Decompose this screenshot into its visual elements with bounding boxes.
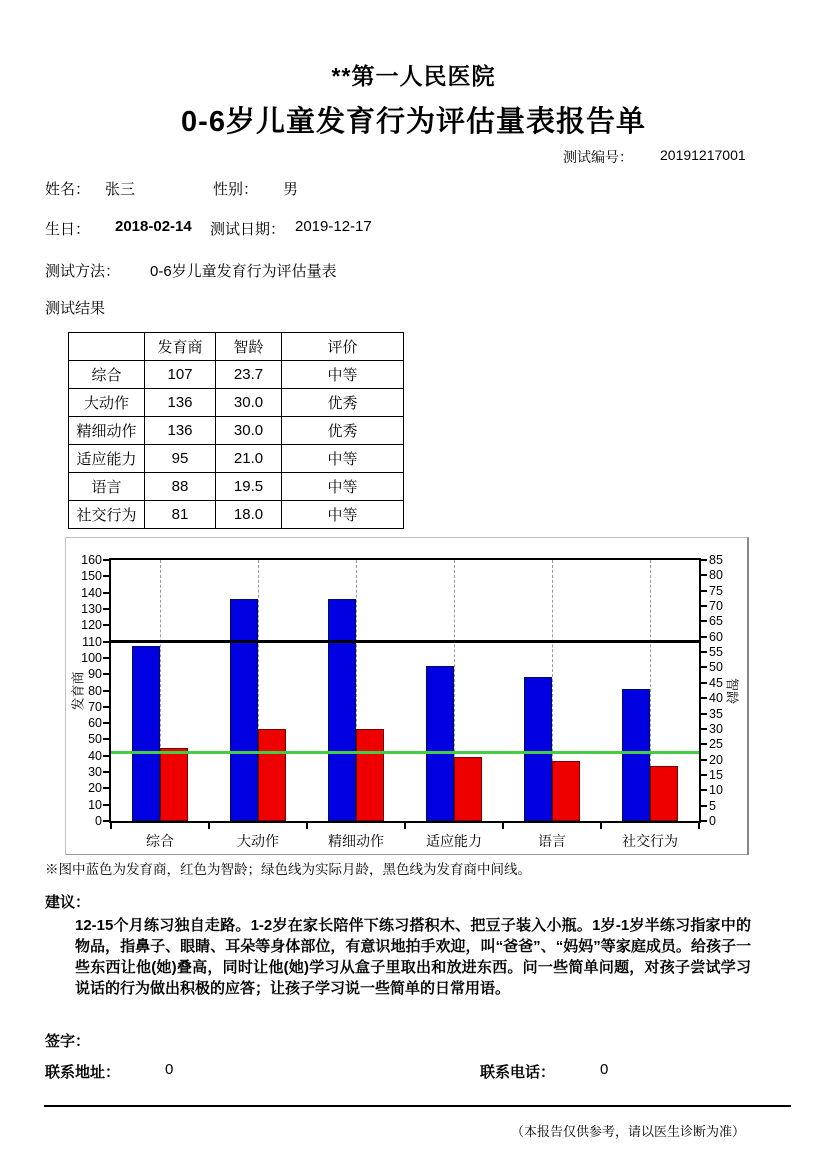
suggestion-label: 建议： <box>45 894 91 911</box>
bar-development-quotient <box>426 666 454 821</box>
right-axis-tick-label: 50 <box>709 660 723 675</box>
right-axis-tick <box>701 713 707 715</box>
row-label-cell: 社交行为 <box>69 501 145 529</box>
value-cell: 19.5 <box>216 473 282 501</box>
value-cell: 136 <box>145 417 216 445</box>
name-label: 姓名： <box>45 181 91 198</box>
left-axis-tick-label: 90 <box>88 667 102 682</box>
left-axis-tick <box>103 624 109 626</box>
left-axis-tick <box>103 673 109 675</box>
category-label: 大动作 <box>237 833 279 849</box>
table-header-cell <box>69 333 145 361</box>
right-axis-title: 智龄 <box>724 677 740 704</box>
table-row <box>69 389 404 417</box>
left-axis-tick <box>103 706 109 708</box>
left-axis-tick <box>103 575 109 577</box>
x-axis-tick <box>208 823 210 829</box>
address-label: 联系地址： <box>45 1064 121 1081</box>
method-label: 测试方法： <box>45 263 121 280</box>
name-value: 张三 <box>105 181 136 198</box>
bar-mental-age <box>552 761 580 821</box>
value-cell: 优秀 <box>282 417 404 445</box>
birth-value: 2018-02-14 <box>115 218 192 235</box>
table-row <box>69 473 404 501</box>
right-axis-tick-label: 30 <box>709 721 723 736</box>
left-axis-tick-label: 140 <box>81 585 102 600</box>
development-chart <box>65 537 749 855</box>
results-table <box>68 332 404 529</box>
table-header-cell: 发育商 <box>145 333 216 361</box>
x-axis-tick <box>110 823 112 829</box>
category-label: 综合 <box>146 833 174 849</box>
left-axis-title: 发育商 <box>70 670 86 711</box>
bar-mental-age <box>454 757 482 821</box>
right-axis-tick-label: 15 <box>709 767 723 782</box>
right-axis-tick-label: 10 <box>709 783 723 798</box>
category-slot <box>405 560 503 849</box>
right-axis-tick <box>701 805 707 807</box>
footer-divider <box>44 1105 791 1107</box>
value-cell: 18.0 <box>216 501 282 529</box>
left-axis-tick-label: 80 <box>88 683 102 698</box>
left-axis-tick <box>103 657 109 659</box>
address-value: 0 <box>165 1061 174 1078</box>
category-slot <box>503 560 601 849</box>
right-axis-tick <box>701 666 707 668</box>
right-axis-tick <box>701 728 707 730</box>
value-cell: 107 <box>145 361 216 389</box>
x-axis-tick <box>404 823 406 829</box>
chart-plot-area <box>70 553 740 849</box>
category-slot <box>209 560 307 849</box>
right-axis-tick-label: 45 <box>709 675 723 690</box>
left-axis-tick <box>103 722 109 724</box>
right-axis-tick <box>701 605 707 607</box>
right-axis-tick <box>701 682 707 684</box>
category-label: 精细动作 <box>328 833 384 849</box>
value-cell: 81 <box>145 501 216 529</box>
value-cell: 95 <box>145 445 216 473</box>
table-row <box>69 417 404 445</box>
table-row <box>69 445 404 473</box>
row-label-cell: 大动作 <box>69 389 145 417</box>
median-line <box>111 640 699 643</box>
left-axis-tick-label: 150 <box>81 569 102 584</box>
phone-value: 0 <box>600 1061 609 1078</box>
left-axis-tick <box>103 755 109 757</box>
table-row <box>69 501 404 529</box>
bar-development-quotient <box>328 599 356 821</box>
category-label: 适应能力 <box>426 833 482 849</box>
left-axis-tick-label: 20 <box>88 781 102 796</box>
left-axis-tick <box>103 641 109 643</box>
suggestion-text: 12-15个月练习独自走路。1-2岁在家长陪伴下练习搭积木、把豆子装入小瓶。1岁-1岁半练习指家中的物品，指鼻子、眼睛、耳朵等身体部位，有意识地拍手欢迎，叫“爸爸”、“妈妈”等家庭成员。给孩子一些东西让他(她)叠高，同时让他(她)学习从盒子里取出和放进东西。问一些简单问题，对孩子尝试学习说话的行为做出积极的应答；让孩子学习说一些简单的日常用语。 <box>75 917 751 997</box>
actual-age-line <box>111 751 699 754</box>
x-axis-tick <box>306 823 308 829</box>
right-axis-tick <box>701 774 707 776</box>
row-label-cell: 语言 <box>69 473 145 501</box>
left-axis-tick-label: 120 <box>81 618 102 633</box>
right-axis-tick-label: 70 <box>709 599 723 614</box>
value-cell: 中等 <box>282 501 404 529</box>
value-cell: 88 <box>145 473 216 501</box>
right-axis-tick-label: 5 <box>709 798 716 813</box>
value-cell: 21.0 <box>216 445 282 473</box>
left-axis-tick <box>103 559 109 561</box>
right-axis-tick-label: 40 <box>709 691 723 706</box>
bar-mental-age <box>160 748 188 821</box>
category-slot <box>307 560 405 849</box>
row-label-cell: 精细动作 <box>69 417 145 445</box>
category-label: 社交行为 <box>622 833 678 849</box>
value-cell: 30.0 <box>216 389 282 417</box>
table-header-cell: 评价 <box>282 333 404 361</box>
bar-mental-age <box>356 729 384 821</box>
left-axis-tick <box>103 738 109 740</box>
left-axis-tick <box>103 804 109 806</box>
right-axis-tick-label: 25 <box>709 737 723 752</box>
value-cell: 中等 <box>282 473 404 501</box>
method-value: 0-6岁儿童发育行为评估量表 <box>150 263 337 280</box>
report-title: 0-6岁儿童发育行为评估量表报告单 <box>181 106 646 138</box>
right-axis-tick <box>701 820 707 822</box>
hospital-name: **第一人民医院 <box>331 63 496 89</box>
right-axis-tick <box>701 759 707 761</box>
row-label-cell: 适应能力 <box>69 445 145 473</box>
left-axis-tick-label: 70 <box>88 699 102 714</box>
left-axis-tick-label: 130 <box>81 601 102 616</box>
bar-mental-age <box>650 766 678 821</box>
left-axis-tick-label: 110 <box>82 634 102 649</box>
right-axis-tick-label: 80 <box>709 568 723 583</box>
right-axis-tick <box>701 620 707 622</box>
right-axis-tick-label: 20 <box>709 752 723 767</box>
test-date-label: 测试日期： <box>210 221 286 238</box>
value-cell: 30.0 <box>216 417 282 445</box>
row-label-cell: 综合 <box>69 361 145 389</box>
phone-label: 联系电话： <box>480 1064 556 1081</box>
left-axis-tick-label: 0 <box>95 814 102 828</box>
left-axis-tick <box>103 690 109 692</box>
right-axis-tick-label: 0 <box>709 814 716 828</box>
right-axis-tick <box>701 574 707 576</box>
right-axis-tick <box>701 697 707 699</box>
left-axis-tick <box>103 771 109 773</box>
left-axis-tick-label: 40 <box>88 748 102 763</box>
left-axis-tick-label: 50 <box>88 732 102 747</box>
right-axis-tick <box>701 590 707 592</box>
birth-label: 生日： <box>45 221 91 238</box>
x-axis-tick <box>502 823 504 829</box>
value-cell: 中等 <box>282 361 404 389</box>
value-cell: 23.7 <box>216 361 282 389</box>
right-axis-tick-label: 85 <box>709 553 723 567</box>
bar-development-quotient <box>622 689 650 821</box>
value-cell: 优秀 <box>282 389 404 417</box>
right-axis-tick-label: 60 <box>709 629 723 644</box>
value-cell: 中等 <box>282 445 404 473</box>
gender-value: 男 <box>283 181 299 198</box>
left-axis-tick-label: 10 <box>88 797 102 812</box>
left-axis-tick-label: 160 <box>81 553 102 567</box>
table-row <box>69 361 404 389</box>
bar-mental-age <box>258 729 286 821</box>
right-axis-tick-label: 75 <box>709 583 723 598</box>
left-axis-tick <box>103 787 109 789</box>
test-number-label: 测试编号： <box>563 149 633 165</box>
test-number-value: 20191217001 <box>660 147 746 163</box>
chart-legend-note: ※图中蓝色为发育商，红色为智龄；绿色线为实际月龄，黑色线为发育商中间线。 <box>45 862 531 877</box>
category-label: 语言 <box>538 833 566 849</box>
bar-development-quotient <box>524 677 552 821</box>
table-header-row <box>69 333 404 361</box>
left-axis-tick <box>103 592 109 594</box>
x-axis-tick <box>600 823 602 829</box>
value-cell: 136 <box>145 389 216 417</box>
right-axis-tick <box>701 651 707 653</box>
right-axis-tick-label: 55 <box>709 645 723 660</box>
right-axis-tick <box>701 743 707 745</box>
right-axis-tick-label: 35 <box>709 706 723 721</box>
left-axis-tick-label: 100 <box>81 650 102 665</box>
gender-label: 性别： <box>213 181 259 198</box>
left-axis-tick <box>103 608 109 610</box>
right-axis-tick <box>701 789 707 791</box>
right-axis-tick-label: 65 <box>709 614 723 629</box>
left-axis-tick-label: 60 <box>88 716 102 731</box>
bar-development-quotient <box>230 599 258 821</box>
footer-disclaimer: （本报告仅供参考，请以医生诊断为准） <box>510 1124 745 1139</box>
left-axis-tick-label: 30 <box>88 765 102 780</box>
bar-development-quotient <box>132 646 160 821</box>
right-axis-tick <box>701 559 707 561</box>
left-axis-tick <box>103 820 109 822</box>
right-axis-tick <box>701 636 707 638</box>
signature-label: 签字： <box>45 1033 91 1050</box>
x-axis-tick <box>698 823 700 829</box>
category-slot <box>601 560 699 849</box>
test-date-value: 2019-12-17 <box>295 218 372 235</box>
table-header-cell: 智龄 <box>216 333 282 361</box>
result-section-label: 测试结果 <box>45 300 106 317</box>
category-slot <box>111 560 209 849</box>
